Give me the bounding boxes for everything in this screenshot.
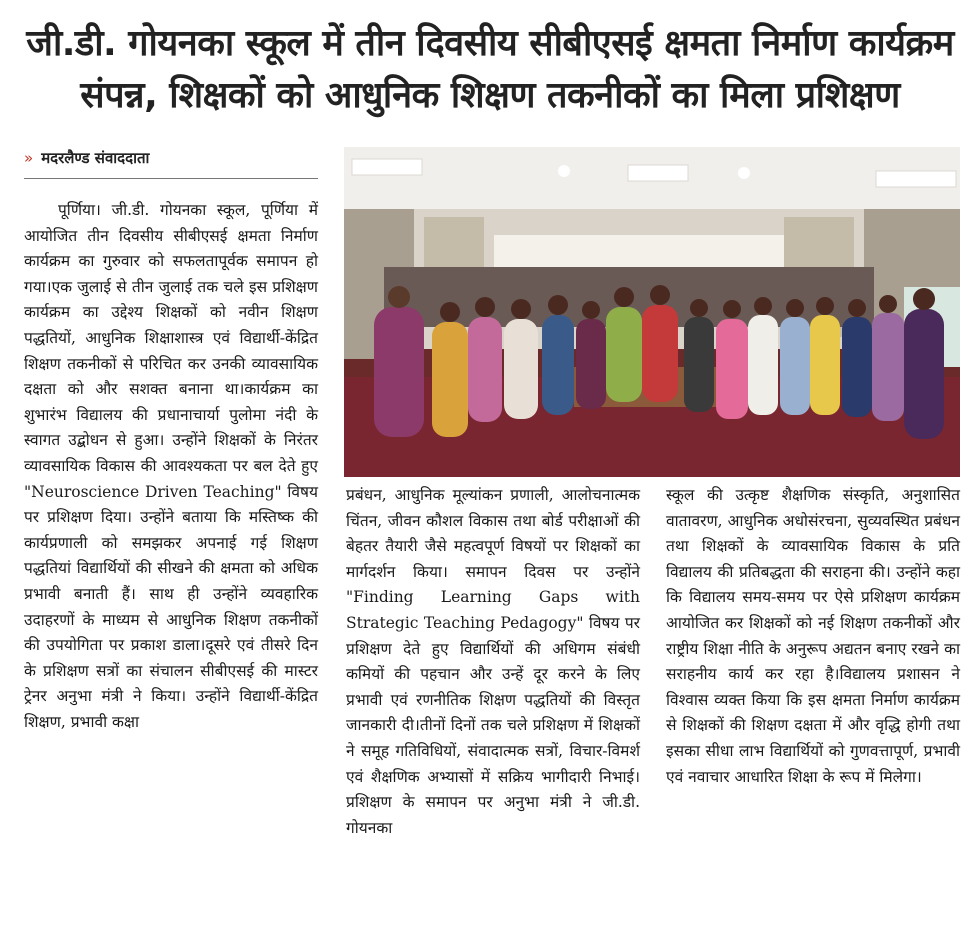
- byline-marker: »: [24, 149, 34, 167]
- headline-line-2: संपन्न, शिक्षकों को आधुनिक शिक्षण तकनीकों का मिला प्रशिक्षण: [80, 75, 900, 116]
- group-photo-icon: [344, 147, 960, 477]
- group-photo: [344, 147, 960, 477]
- article-paragraph: पूर्णिया। जी.डी. गोयनका स्कूल, पूर्णिया में आयोजित तीन दिवसीय सीबीएसई क्षमता निर्माण कार्यक्रम का गुरुवार को सफलतापूर्वक समापन हो गया।एक जुलाई से तीन जुलाई तक चले इस प्रशिक्षण कार्यक्रम का उद्देश्य शिक्षकों को नवीन शिक्षण पद्धतियों, आधुनिक शिक्षाशास्त्र एवं विद्यार्थी-केंद्रित शिक्षण तकनीकों से परिचित कर उनकी व्यावसायिक दक्षता को और सशक्त बनाना था।कार्यक्रम का शुभारंभ विद्यालय की प्रधानाचार्या पुलोमा नंदी के स्वागत उद्बोधन से हुआ। उन्होंने शिक्षकों के निरंतर व्यावसायिक विकास की आवश्यकता पर बल देते हुए "Neuroscience Driven Teaching" विषय पर प्रशिक्षण दिया। उन्होंने बताया कि मस्तिष्क की कार्यप्रणाली को समझकर अपनाई गई शिक्षण पद्धतियां विद्यार्थियों की सीखने की क्षमता को अधिक प्रभावी बनाती हैं। साथ ही उन्होंने व्यवहारिक उदाहरणों के माध्यम से आधुनिक शिक्षण तकनीकों की उपयोगिता पर प्रकाश डाला।दूसरे एवं तीसरे दिन के प्रशिक्षण सत्रों का संचालन सीबीएसई की मास्टर ट्रेनर अनुभा मंत्री ने किया। उन्होंने विद्यार्थी-केंद्रित शिक्षण, प्रभावी कक्षा: [24, 201, 318, 731]
- article-paragraph: प्रबंधन, आधुनिक मूल्यांकन प्रणाली, आलोचनात्मक चिंतन, जीवन कौशल विकास तथा बोर्ड परीक्षाओं की बेहतर तैयारी जैसे महत्वपूर्ण विषयों पर शिक्षकों का मार्गदर्शन किया। समापन दिवस पर उन्होंने "Finding Learning Gaps with Strategic Teaching Pedagogy" विषय पर प्रशिक्षण देते हुए विद्यार्थियों की अधिगम संबंधी कमियों की पहचान और उन्हें दूर करने के लिए प्रभावी एवं रणनीतिक शिक्षण पद्धतियों की विस्तृत जानकारी दी।तीनों दिनों तक चले प्रशिक्षण में शिक्षकों ने समूह गतिविधियों, संवादात्मक सत्रों, विचार-विमर्श एवं शैक्षणिक अभ्यासों में सक्रिय भागीदारी निभाई। प्रशिक्षण के समापन पर अनुभा मंत्री ने जी.डी. गोयनका: [346, 486, 640, 837]
- article-column-1: [24, 198, 318, 735]
- article-column-3: [666, 483, 960, 790]
- article-column-2: [346, 483, 640, 841]
- photo-ceiling-light: [352, 159, 422, 175]
- photo-ceiling-light: [558, 165, 570, 177]
- photo-ceiling-light: [628, 165, 688, 181]
- photo-ceiling-light: [876, 171, 956, 187]
- headline: [0, 18, 980, 122]
- headline-line-1: जी.डी. गोयनका स्कूल में तीन दिवसीय सीबीएसई क्षमता निर्माण कार्यक्रम: [26, 23, 954, 64]
- byline-author: मदरलैण्ड संवाददाता: [41, 149, 150, 167]
- byline: [24, 148, 318, 179]
- article-paragraph: स्कूल की उत्कृष्ट शैक्षणिक संस्कृति, अनुशासित वातावरण, आधुनिक अधोसंरचना, सुव्यवस्थित प्रबंधन तथा शिक्षकों के व्यावसायिक विकास के प्रति विद्यालय की प्रतिबद्धता की सराहना की। उन्होंने कहा कि विद्यालय समय-समय पर ऐसे प्रशिक्षण कार्यक्रम आयोजित कर शिक्षकों को नई शिक्षण तकनीकों और राष्ट्रीय शिक्षा नीति के अनुरूप अद्यतन बनाए रखने का सराहनीय कार्य कर रहा है।विद्यालय प्रशासन ने विश्वास व्यक्त किया कि इस क्षमता निर्माण कार्यक्रम से शिक्षकों की शिक्षण दक्षता में और वृद्धि होगी तथा इसका सीधा लाभ विद्यार्थियों को गुणवत्तापूर्ण, प्रभावी एवं नवाचार आधारित शिक्षा के रूप में मिलेगा।: [666, 486, 960, 786]
- photo-ceiling-light: [738, 167, 750, 179]
